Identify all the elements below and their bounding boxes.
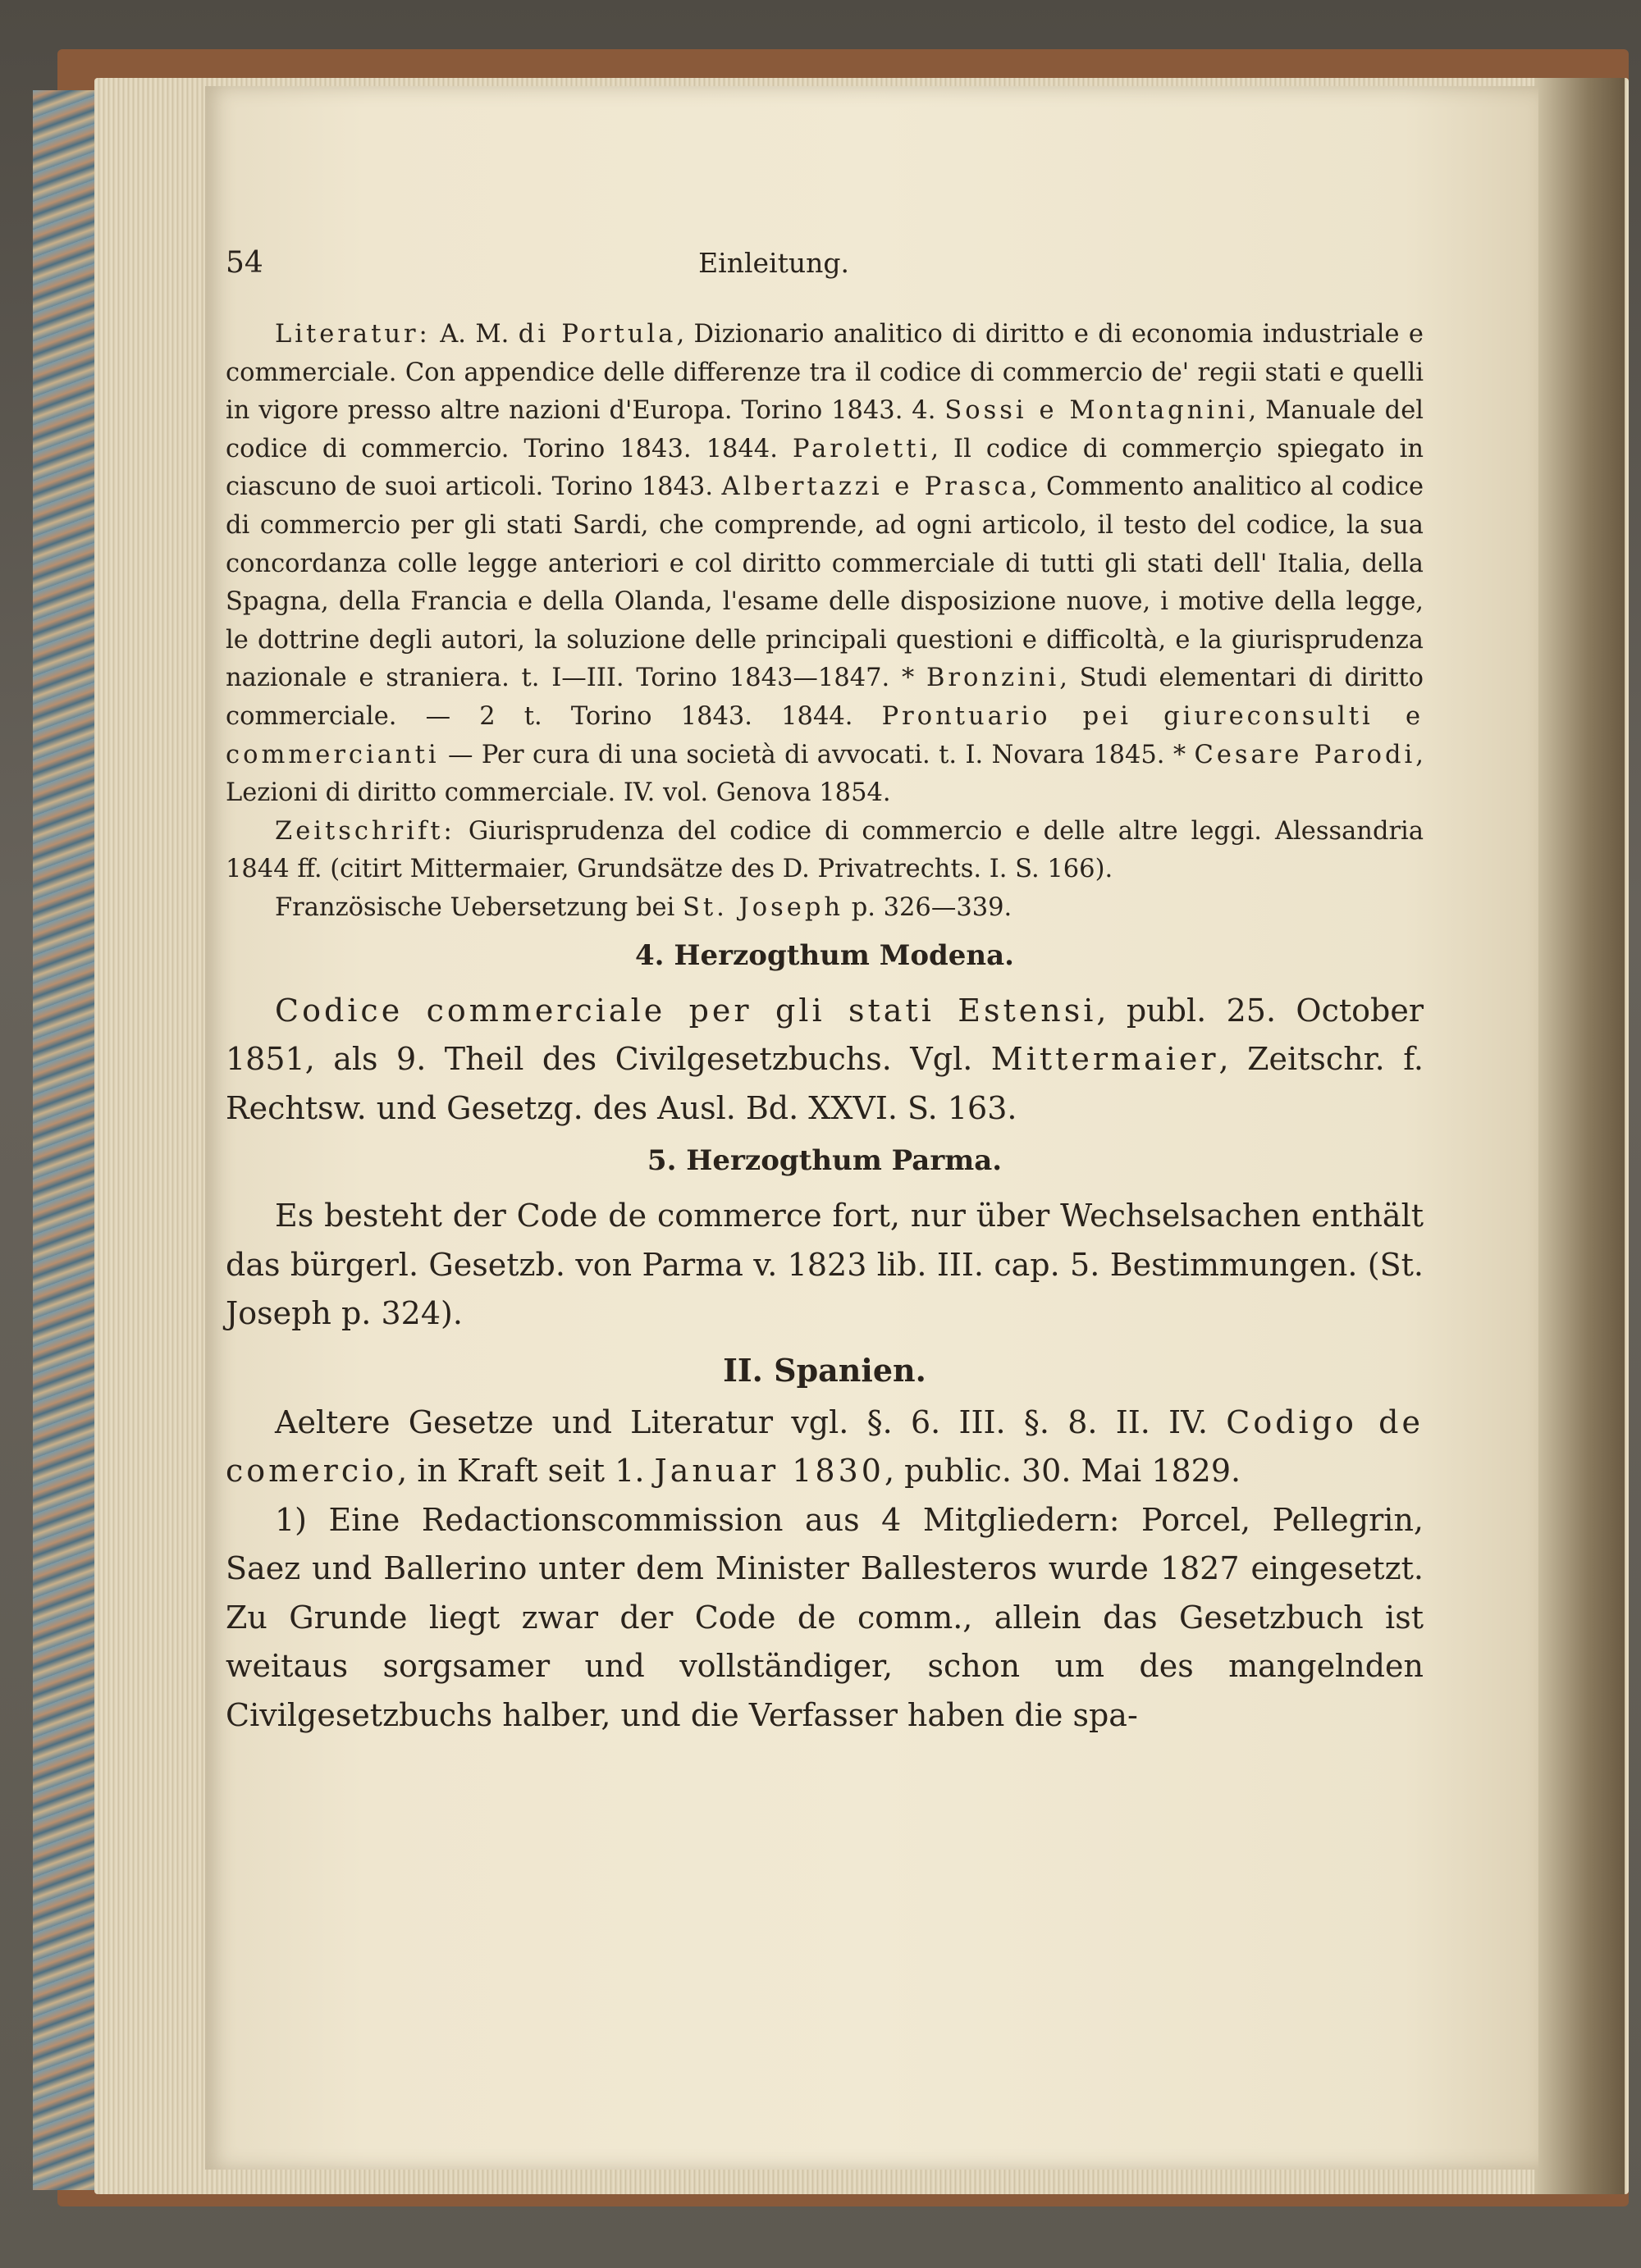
text-fragment: p. 326—339. (843, 892, 1012, 922)
translation-paragraph (226, 889, 1424, 928)
running-head: Einleitung. (698, 247, 849, 279)
section-heading-parma: 5. Herzogthum Parma. (647, 1144, 1003, 1177)
spain-paragraph (226, 1399, 1424, 1496)
author-name: Sossi e Montagnini (944, 396, 1249, 426)
author-name: St. Joseph (683, 892, 843, 922)
section-heading-modena: 4. Herzogthum Modena. (634, 938, 1015, 972)
date: Januar 1830 (654, 1453, 884, 1489)
text-fragment: , public. 30. Mai 1829. (884, 1453, 1241, 1489)
text-fragment: Aeltere Gesetze und Literatur vgl. §. 6. III. §. 8. II. IV. (275, 1403, 1208, 1440)
page-edge (1534, 78, 1625, 2194)
text-fragment: Giurisprudenza del codice di commercio e delle altre leggi. Alessandria 1844 ff. (citirt Mittermaier, Grundsätze des D. Privatrechts. I. S. 166). (226, 816, 1424, 884)
literature-label: Literatur: (275, 320, 431, 349)
text-fragment: Französische Uebersetzung bei (275, 892, 683, 922)
author-name: Bronzini (926, 664, 1060, 693)
text-fragment: , Zeitschr. f. Rechtsw. und Gesetzg. des Ausl. Bd. XXVI. S. 163. (226, 1041, 1424, 1126)
text-fragment: A. M. (440, 320, 519, 349)
author-name: Prontuario pei giureconsulti e commercianti (226, 701, 1424, 769)
chapter-heading-spain: II. Spanien. (723, 1351, 926, 1389)
spain-commission-paragraph: 1) Eine Redactionscommission aus 4 Mitgliedern: Porcel, Pellegrin, Saez und Ballerino unter dem Minister Ballesteros wurde 1827 eingesetzt. Zu Grunde liegt zwar der Code de comm., allein das Gesetzbuch ist weitaus sorgsamer und vollständiger, schon um des mangelnden Civilgesetzbuchs halber, und die Verfasser haben die spa- (226, 1501, 1424, 1733)
text-fragment: , publ. 25. October 1851, als 9. Theil des Civilgesetzbuchs. Vgl. (226, 992, 1424, 1077)
author-name: di Portula (518, 320, 677, 349)
author-name: Paroletti (792, 434, 931, 463)
author-name: Mittermaier (990, 1041, 1219, 1077)
page-header (226, 246, 849, 280)
journal-label: Zeitschrift: (275, 816, 455, 846)
text-fragment: , Manuale del codice di commercio. Torino 1843. 1844. (226, 396, 1424, 463)
journal-paragraph (226, 813, 1424, 889)
text-fragment: , Il codice di commerçio spiegato in ciascuno de suoi articoli. Torino 1843. (226, 434, 1424, 502)
text-fragment: , Commento analitico al codice di commercio per gli stati Sardi, che comprende, ad ogni articolo, il testo del codice, la sua concordanza colle legge anteriori e col diritto commerciale di tutti gli stati dell' Italia, della Spagna, della Francia e della Olanda, l'esame delle disposizione nuove, i motive della legge, le dottrine degli autori, la soluzione delle principali questioni e difficoltà, e la giurisprudenza nazionale e straniera. t. I—III. Torino 1843—1847. * (226, 472, 1424, 693)
text-fragment: , Studi elementari di diritto commerciale. — 2 t. Torino 1843. 1844. (226, 664, 1424, 731)
page-number: 54 (226, 246, 263, 280)
author-name: Albertazzi e Prasca (721, 472, 1030, 502)
page-text (226, 246, 1424, 1740)
text-fragment: — Per cura di una società di avvocati. t. I. Novara 1845. * (439, 740, 1195, 769)
parma-paragraph: Es besteht der Code de commerce fort, nur über Wechselsachen enthält das bürgerl. Gesetzb. von Parma v. 1823 lib. III. cap. 5. Bestimmungen. (St. Joseph p. 324). (226, 1198, 1424, 1331)
literature-paragraph (226, 316, 1424, 813)
modena-paragraph (226, 987, 1424, 1134)
text-fragment: , in Kraft seit 1. (397, 1453, 655, 1489)
text-fragment: , Dizionario analitico di diritto e di economia industriale e commerciale. Con appendice delle differenze tra il codice di commercio de' regii stati e quelli in vigore presso altre nazioni d'Europa. Torino 1843. 4. (226, 320, 1424, 426)
author-name: Cesare Parodi (1194, 740, 1416, 769)
code-title: Codice commerciale per gli stati Estensi (275, 992, 1097, 1029)
text-fragment: , Lezioni di diritto commerciale. IV. vol. Genova 1854. (226, 740, 1424, 808)
code-title: Codigo de comercio (226, 1403, 1424, 1489)
